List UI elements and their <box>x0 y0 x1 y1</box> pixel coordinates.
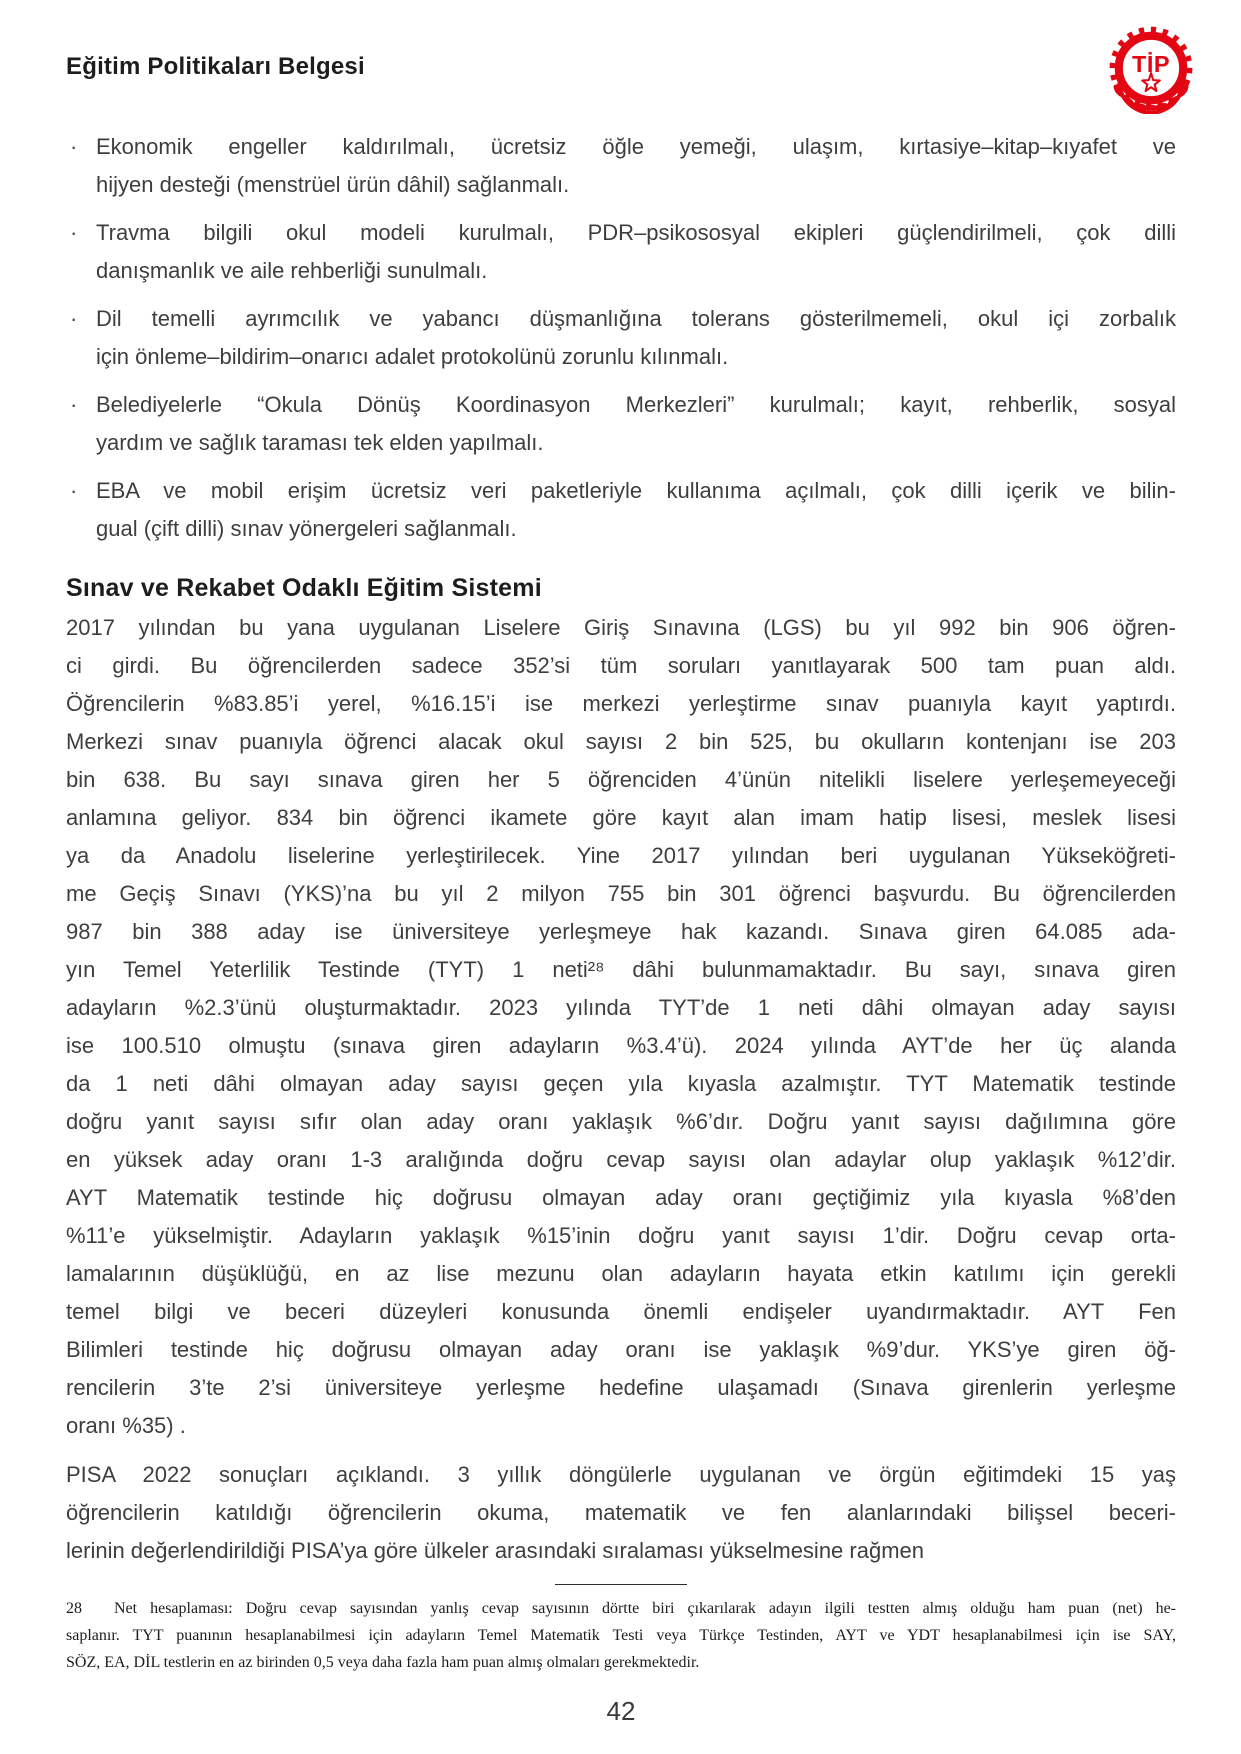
text-line: için önleme–bildirim–onarıcı adalet protokolünü zorunlu kılınmalı. <box>96 344 729 369</box>
list-item <box>66 300 1176 376</box>
body-paragraph-exams <box>66 609 1176 1445</box>
bullet-icon: · <box>70 220 78 245</box>
list-item <box>66 472 1176 548</box>
footnote-separator <box>555 1584 687 1585</box>
text-line: Dil temelli ayrımcılık ve yabancı düşmanlığına tolerans gösterilmemeli, okul içi zorbalık <box>96 306 1176 331</box>
text-line: %11’e yükselmiştir. Adayların yaklaşık %15’inin doğru yanıt sayısı 1’dir. Doğru cevap orta- <box>66 1223 1176 1248</box>
list-item <box>66 128 1176 204</box>
logo-text: TİP <box>1131 51 1171 78</box>
text-line: Belediyelerle “Okula Dönüş Koordinasyon Merkezleri” kurulmalı; kayıt, rehberlik, sosyal <box>96 392 1176 417</box>
document-title: Eğitim Politikaları Belgesi <box>66 53 365 80</box>
text-line: AYT Matematik testinde hiç doğrusu olmayan aday oranı geçtiğimiz yıla kıyasla %8’den <box>66 1185 1176 1210</box>
text-line: Öğrencilerin %83.85’i yerel, %16.15’i ise merkezi yerleştirme sınav puanıyla kayıt yaptırdı. <box>66 691 1176 716</box>
footnote-number: 28 <box>66 1600 82 1617</box>
list-item <box>66 214 1176 290</box>
text-line: en yüksek aday oranı 1-3 aralığında doğru cevap sayısı olan adaylar olup yaklaşık %12’dir. <box>66 1147 1176 1172</box>
text-line: Travma bilgili okul modeli kurulmalı, PDR–psikososyal ekipleri güçlendirilmeli, çok dilli <box>96 220 1176 245</box>
footnote <box>66 1595 1176 1676</box>
text-line: Merkezi sınav puanıyla öğrenci alacak okul sayısı 2 bin 525, bu okulların kontenjanı ise 203 <box>66 729 1176 754</box>
section-heading: Sınav ve Rekabet Odaklı Eğitim Sistemi <box>66 574 542 602</box>
bullet-icon: · <box>70 134 78 159</box>
body-paragraph-pisa <box>66 1456 1176 1570</box>
text-line: rencilerin 3’te 2’si üniversiteye yerleşme hedefine ulaşamadı (Sınava girenlerin yerleşme <box>66 1375 1176 1400</box>
text-line: hijyen desteği (menstrüel ürün dâhil) sağlanmalı. <box>96 172 570 197</box>
text-line: adayların %2.3’ünü oluşturmaktadır. 2023 yılında TYT’de 1 neti dâhi olmayan aday sayısı <box>66 995 1176 1020</box>
page-header <box>66 52 1176 92</box>
tip-party-logo <box>1105 22 1197 114</box>
footnote-line: saplanır. TYT puanının hesaplanabilmesi için adayların Temel Matematik Testi veya Türkçe Testinden, AYT ve YDT hesaplanabilmesi için ise SAY, <box>66 1627 1176 1644</box>
text-line: 987 bin 388 aday ise üniversiteye yerleşmeye hak kazandı. Sınava giren 64.085 ada- <box>66 919 1176 944</box>
text-line: öğrencilerin katıldığı öğrencilerin okuma, matematik ve fen alanlarındaki bilişsel beceri- <box>66 1500 1176 1525</box>
text-line: me Geçiş Sınavı (YKS)’na bu yıl 2 milyon 755 bin 301 öğrenci başvurdu. Bu öğrencilerden <box>66 881 1176 906</box>
list-item <box>66 386 1176 462</box>
bullet-text <box>96 128 1176 204</box>
text-line: bin 638. Bu sayı sınava giren her 5 öğrenciden 4’ünün nitelikli liselere yerleşemeyeceği <box>66 767 1176 792</box>
text-line: ise 100.510 olmuştu (sınava giren adayların %3.4’ü). 2024 yılında AYT’de her üç alanda <box>66 1033 1176 1058</box>
text-line: ci girdi. Bu öğrencilerden sadece 352’si tüm soruları yanıtlayarak 500 tam puan aldı. <box>66 653 1176 678</box>
text-line: doğru yanıt sayısı sıfır olan aday oranı yaklaşık %6’dır. Doğru yanıt sayısı dağılımına göre <box>66 1109 1176 1134</box>
text-line: Bilimleri testinde hiç doğrusu olmayan aday oranı ise yaklaşık %9’dur. YKS’ye giren öğ- <box>66 1337 1176 1362</box>
bullet-text <box>96 386 1176 462</box>
text-line: yardım ve sağlık taraması tek elden yapılmalı. <box>96 430 544 455</box>
text-line: lamalarının düşüklüğü, en az lise mezunu olan adayların hayata etkin katılımı için gerekli <box>66 1261 1176 1286</box>
bullet-icon: · <box>70 306 78 331</box>
text-line: temel bilgi ve beceri düzeyleri konusunda önemli endişeler uyandırmaktadır. AYT Fen <box>66 1299 1176 1324</box>
bullet-icon: · <box>70 478 78 503</box>
bullet-list <box>66 128 1176 548</box>
text-line: ya da Anadolu liselerine yerleştirilecek. Yine 2017 yılından beri uygulanan Yükseköğreti- <box>66 843 1176 868</box>
text-line: da 1 neti dâhi olmayan aday sayısı geçen yıla kıyasla azalmıştır. TYT Matematik testinde <box>66 1071 1176 1096</box>
footnote-line <box>66 1595 1176 1622</box>
page-number: 42 <box>606 1696 636 1726</box>
bullet-text <box>96 214 1176 290</box>
text-line: yın Temel Yeterlilik Testinde (TYT) 1 neti²⁸ dâhi bulunmamaktadır. Bu sayı, sınava giren <box>66 957 1176 982</box>
text-line: EBA ve mobil erişim ücretsiz veri paketleriyle kullanıma açılmalı, çok dilli içerik ve bilin- <box>96 478 1176 503</box>
bullet-text <box>96 300 1176 376</box>
tip-emblem-icon <box>1105 22 1197 114</box>
text-line: lerinin değerlendirildiği PISA’ya göre ülkeler arasındaki sıralaması yükselmesine rağmen <box>66 1538 924 1563</box>
text-line: Ekonomik engeller kaldırılmalı, ücretsiz öğle yemeği, ulaşım, kırtasiye–kitap–kıyafet ve <box>96 134 1176 159</box>
bullet-text <box>96 472 1176 548</box>
text-line: 2017 yılından bu yana uygulanan Liselere Giriş Sınavına (LGS) bu yıl 992 bin 906 öğren- <box>66 615 1176 640</box>
footnote-line: SÖZ, EA, DİL testlerin en az birinden 0,5 veya daha fazla ham puan almış olmaları gerekmektedir. <box>66 1654 700 1671</box>
footnote-text: Net hesaplaması: Doğru cevap sayısından yanlış cevap sayısının dörtte biri çıkarılarak adayın ilgili testten almış olduğu ham puan (net) he- <box>114 1600 1176 1617</box>
bullet-icon: · <box>70 392 78 417</box>
text-line: gual (çift dilli) sınav yönergeleri sağlanmalı. <box>96 516 517 541</box>
text-line: anlamına geliyor. 834 bin öğrenci ikamete göre kayıt alan imam hatip lisesi, meslek lisesi <box>66 805 1176 830</box>
text-line: oranı %35) . <box>66 1413 186 1438</box>
text-line: danışmanlık ve aile rehberliği sunulmalı. <box>96 258 488 283</box>
text-line: PISA 2022 sonuçları açıklandı. 3 yıllık döngülerle uygulanan ve örgün eğitimdeki 15 yaş <box>66 1462 1176 1487</box>
